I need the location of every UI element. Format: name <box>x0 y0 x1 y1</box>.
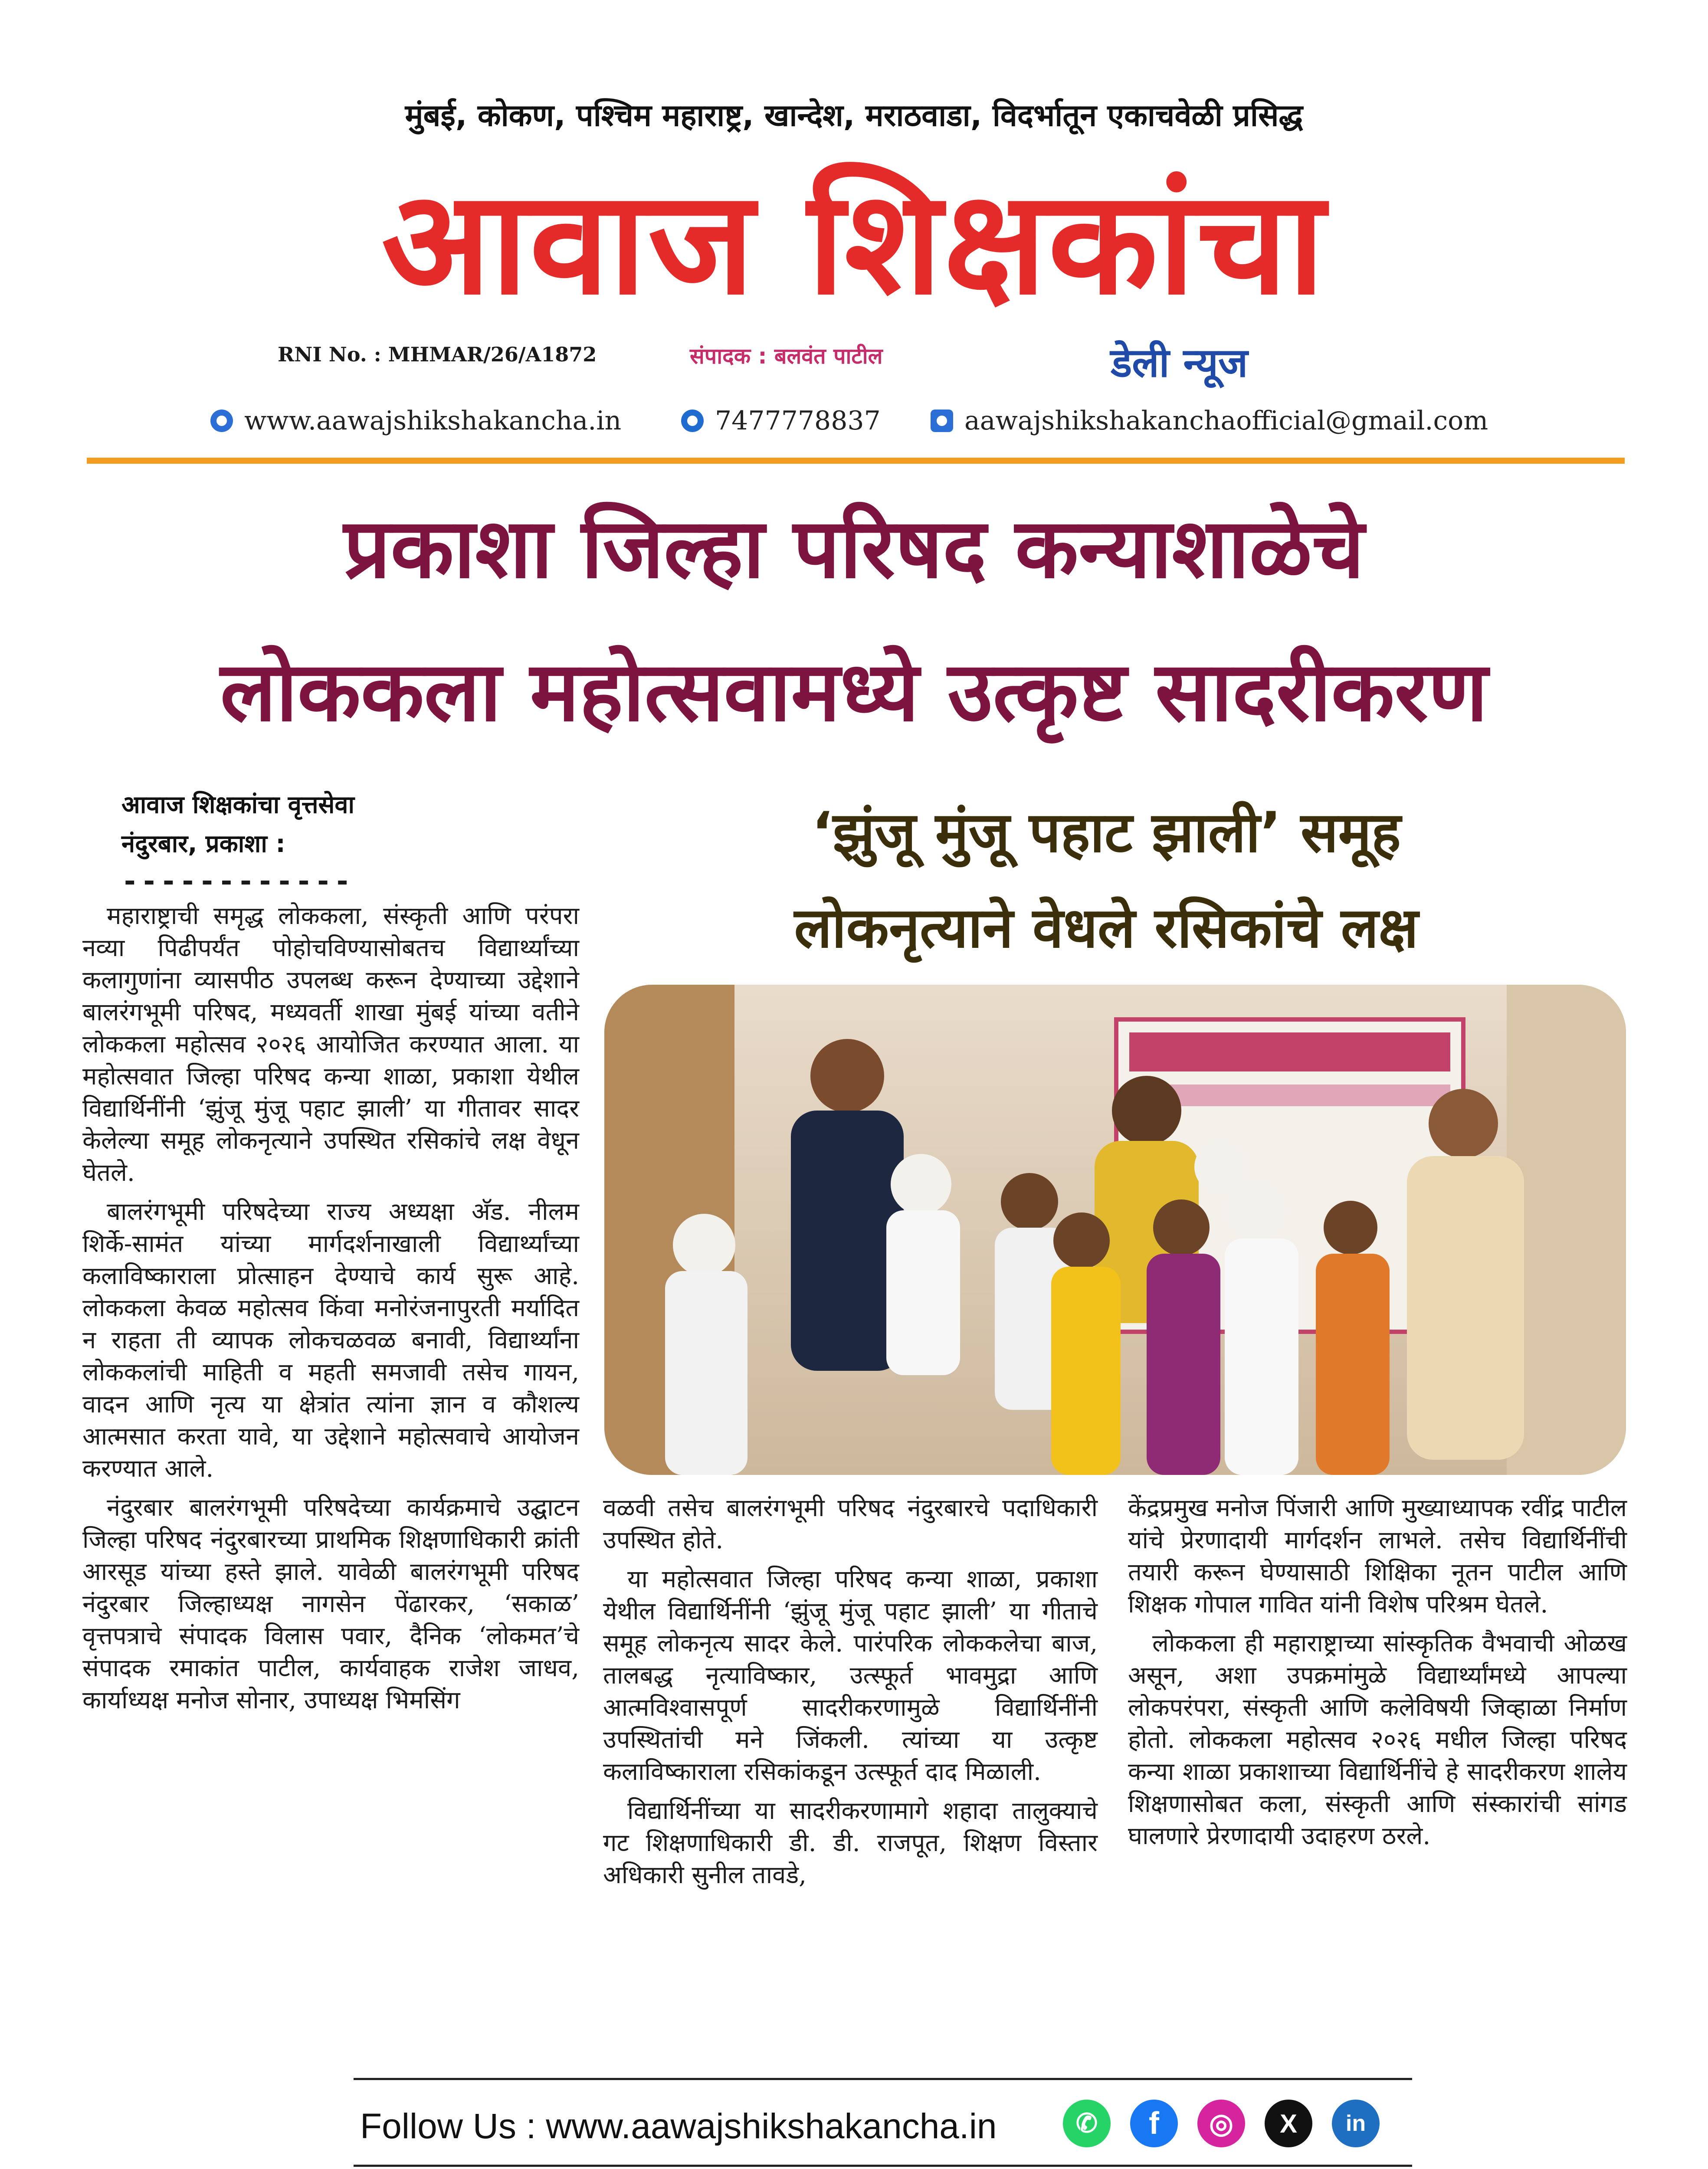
paragraph: या महोत्सवात जिल्हा परिषद कन्या शाळा, प्रकाशा येथील विद्यार्थिनींनी ‘झुंजू मुंजू पहाट झाली’ या गीताचे समूह लोकनृत्य सादर केले. पारंपरिक लोककलेचा बाज, तालबद्ध नृत्याविष्कार, उत्स्फूर्त भावमुद्रा आणि आत्मविश्वासपूर्ण सादरीकरणामुळे विद्यार्थिनींनी उपस्थितांची मने जिंकली. त्यांच्या या उत्कृष्ट कलाविष्काराला रसिकांकडून उत्स्फूर्त दाद मिळाली. <box>603 1565 1098 1786</box>
phone-text: 7477778837 <box>715 406 881 436</box>
headline-line-1: प्रकाशा जिल्हा परिषद कन्याशाळेचे <box>344 501 1364 596</box>
byline-source: आवाज शिक्षकांचा वृत्तसेवा <box>121 791 355 819</box>
email-text: aawajshikshakanchaofficial@gmail.com <box>964 406 1488 436</box>
contact-email[interactable] <box>931 406 1488 436</box>
event-photo <box>604 985 1626 1475</box>
byline-separator: ------------ <box>121 865 354 898</box>
paragraph: विद्यार्थिनींच्या या सादरीकरणामागे शहादा तालुक्याचे गट शिक्षणाधिकारी डी. डी. राजपूत, शिक्षण विस्तार अधिकारी सुनील तावडे, <box>603 1797 1098 1889</box>
footer-bottom-rule <box>354 2165 1412 2167</box>
whatsapp-icon[interactable]: ✆ <box>1063 2100 1111 2147</box>
instagram-icon[interactable]: ◎ <box>1197 2100 1245 2147</box>
group-photo-illustration <box>604 985 1626 1475</box>
masthead-title: आवाज शिक्षकांचा <box>381 160 1327 326</box>
header-divider <box>87 458 1625 464</box>
paragraph: केंद्रप्रमुख मनोज पिंजारी आणि मुख्याध्यापक रवींद्र पाटील यांचे प्रेरणादायी मार्गदर्शन लाभले. तसेच विद्यार्थिनींची तयारी करून घेण्यासाठी शिक्षिका नूतन पाटील आणि शिक्षक गोपाल गावित यांनी विशेष परिश्रम घेतले. <box>1128 1494 1627 1619</box>
tagline: मुंबई, कोकण, पश्चिम महाराष्ट्र, खान्देश, मराठवाडा, विदर्भातून एकाचवेळी प्रसिद्ध <box>405 98 1303 133</box>
subhead-line-1: ‘झुंजू मुंजू पहाट झाली’ समूह <box>812 800 1401 865</box>
contact-website[interactable] <box>210 406 621 436</box>
article-column-3 <box>1128 1492 1627 1859</box>
phone-icon <box>681 410 704 432</box>
article-column-1 <box>82 900 579 1723</box>
paragraph: महाराष्ट्राची समृद्ध लोककला, संस्कृती आणि परंपरा नव्या पिढीपर्यंत पोहोचविण्यासोबतच विद्यार्थ्यांच्या कलागुणांना व्यासपीठ उपलब्ध करून देण्याच्या उद्देशाने बालरंगभूमी परिषद, मध्यवर्ती शाखा मुंबई यांच्या वतीने लोककला महोत्सव २०२६ आयोजित करण्यात आला. या महोत्सवात जिल्हा परिषद कन्या शाळा, प्रकाशा येथील विद्यार्थिनींनी ‘झुंजू मुंजू पहाट झाली’ या गीतावर सादर केलेल्या समूह लोकनृत्याने उपस्थित रसिकांचे लक्ष वेधून घेतले. <box>82 902 579 1187</box>
rni-number: RNI No. : MHMAR/26/A1872 <box>278 343 597 366</box>
email-icon <box>931 410 953 432</box>
facebook-icon[interactable]: f <box>1130 2100 1178 2147</box>
daily-news-label: डेली न्यूज <box>1111 340 1248 386</box>
subhead-line-2: लोकनृत्याने वेधले रसिकांचे लक्ष <box>794 896 1419 960</box>
editor-name: संपादक : बलवंत पाटील <box>690 344 883 369</box>
headline-line-2: लोककला महोत्सवामध्ये उत्कृष्ट सादरीकरण <box>220 644 1488 740</box>
paragraph: वळवी तसेच बालरंगभूमी परिषद नंदुरबारचे पदाधिकारी उपस्थित होते. <box>603 1494 1098 1554</box>
linkedin-icon[interactable]: in <box>1332 2100 1380 2147</box>
paragraph: नंदुरबार बालरंगभूमी परिषदेच्या कार्यक्रमाचे उद्घाटन जिल्हा परिषद नंदुरबारच्या प्राथमिक शिक्षणाधिकारी क्रांती आरसूड यांच्या हस्ते झाले. यावेळी बालरंगभूमी परिषद नंदुरबार जिल्हाध्यक्ष नागसेन पेंढारकर, ‘सकाळ’ वृत्तपत्राचे संपादक विलास पवार, दैनिक ‘लोकमत’चे संपादक रमाकांत पाटील, कार्यवाहक राजेश जाधव, कार्याध्यक्ष मनोज सोनार, उपाध्यक्ष भिमसिंग <box>82 1494 579 1714</box>
globe-icon <box>210 410 233 432</box>
article-column-2 <box>603 1492 1098 1898</box>
byline-place: नंदुरबार, प्रकाशा : <box>121 830 285 858</box>
paragraph: लोककला ही महाराष्ट्राच्या सांस्कृतिक वैभवाची ओळख असून, अशा उपक्रमांमुळे विद्यार्थ्यांमध्ये आपल्या लोकपरंपरा, संस्कृती आणि कलेविषयी जिव्हाळा निर्माण होतो. लोककला महोत्सव २०२६ मधील जिल्हा परिषद कन्या शाळा प्रकाशाच्या विद्यार्थिनींचे हे सादरीकरण शालेय शिक्षणासोबत कला, संस्कृती आणि संस्कारांची सांगड घालणारे प्रेरणादायी उदाहरण ठरले. <box>1128 1629 1627 1850</box>
paragraph: बालरंगभूमी परिषदेच्या राज्य अध्यक्षा अ‍ॅड. नीलम शिर्के-सामंत यांच्या मार्गदर्शनाखाली विद्यार्थ्यांच्या कलाविष्काराला प्रोत्साहन देण्याचे कार्य सुरू आहे. लोककला केवळ महोत्सव किंवा मनोरंजनापुरती मर्यादित न राहता ती व्यापक लोकचळवळ बनावी, विद्यार्थ्यांना लोककलांची माहिती व महती समजावी तसेच गायन, वादन आणि नृत्य या क्षेत्रांत त्यांना ज्ञान व कौशल्य आत्मसात करता यावे, या उद्देशाने महोत्सवाचे आयोजन करण्यात आले. <box>82 1198 579 1483</box>
footer-top-rule <box>354 2078 1412 2080</box>
website-text: www.aawajshikshakancha.in <box>244 406 622 436</box>
contact-phone[interactable] <box>681 406 881 436</box>
follow-us-link[interactable]: Follow Us : www.aawajshikshakancha.in <box>360 2107 997 2146</box>
x-icon[interactable]: X <box>1265 2100 1312 2147</box>
